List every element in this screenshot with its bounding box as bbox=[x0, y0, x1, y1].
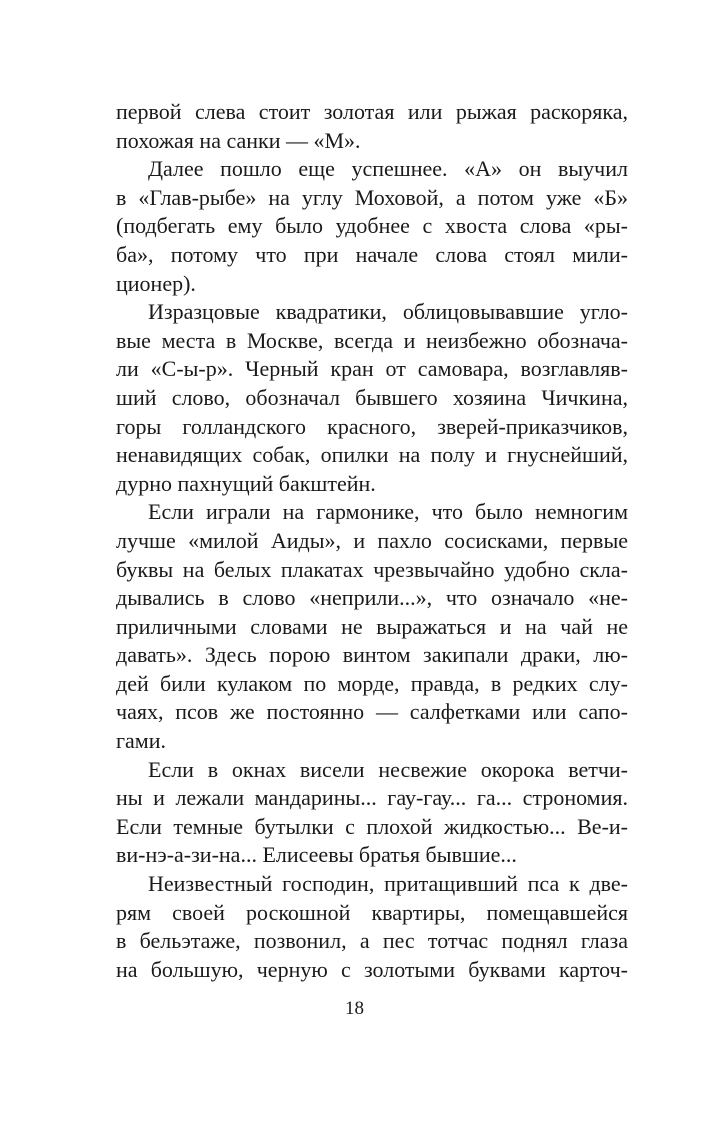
text-line: приличными словами не выражаться и на чай не bbox=[116, 613, 628, 639]
text-line: чаях, псов же постоянно — салфетками или сапо- bbox=[116, 699, 628, 725]
text-line: дей били кулаком по морде, правда, в редких слу- bbox=[116, 670, 628, 696]
page-number: 18 bbox=[345, 998, 364, 1019]
body-text bbox=[116, 98, 628, 984]
text-line: ший слово, обозначал бывшего хозяина Чичкина, bbox=[116, 384, 628, 410]
text-line: дывались в слово «неприли...», что означало «не- bbox=[116, 585, 628, 611]
text-line: Неизвестный господин, притащивший пса к две- bbox=[148, 871, 628, 897]
text-line: буквы на белых плакатах чрезвычайно удобно скла- bbox=[116, 556, 628, 582]
text-line: лучше «милой Аиды», и пахло сосисками, первые bbox=[116, 527, 628, 553]
text-line: ненавидящих собак, опилки на полу и гнуснейший, bbox=[116, 442, 628, 468]
text-line: в «Глав-рыбе» на углу Моховой, а потом уже «Б» bbox=[116, 184, 628, 210]
text-line: ба», потому что при начале слова стоял мили- bbox=[116, 241, 628, 267]
text-line: горы голландского красного, зверей-приказчиков, bbox=[116, 413, 628, 439]
text-line: Далее пошло еще успешнее. «А» он выучил bbox=[148, 156, 628, 182]
text-line: (подбегать ему было удобнее с хвоста слова «ры- bbox=[116, 213, 628, 239]
text-line: вые места в Москве, всегда и неизбежно обознача- bbox=[116, 327, 628, 353]
text-line: дурно пахнущий бакштейн. bbox=[116, 470, 376, 496]
text-line: первой слева стоит золотая или рыжая раскоряка, bbox=[116, 99, 628, 124]
text-line: гами. bbox=[116, 728, 166, 754]
text-line: Если в окнах висели несвежие окорока ветчи- bbox=[148, 756, 628, 782]
text-line: Изразцовые квадратики, облицовывавшие угло- bbox=[148, 299, 628, 325]
text-line: ны и лежали мандарины... гау-гау... га... строномия. bbox=[116, 785, 628, 811]
text-line: похожая на санки — «М». bbox=[116, 127, 361, 153]
text-line: Если темные бутылки с плохой жидкостью... Ве-и- bbox=[116, 813, 628, 839]
text-line: ли «С-ы-р». Черный кран от самовара, возглавляв- bbox=[116, 356, 628, 382]
text-line: Если играли на гармонике, что было немногим bbox=[148, 499, 628, 525]
text-line: давать». Здесь порою винтом закипали драки, лю- bbox=[116, 642, 628, 668]
text-line: ционер). bbox=[116, 270, 196, 296]
text-line: на большую, черную с золотыми буквами карточ- bbox=[116, 956, 628, 982]
text-line: рям своей роскошной квартиры, помещавшейся bbox=[116, 899, 628, 925]
text-line: ви-нэ-а-зи-на... Елисеевы братья бывшие... bbox=[116, 842, 517, 868]
text-line: в бельэтаже, позвонил, а пес тотчас поднял глаза bbox=[116, 928, 628, 954]
